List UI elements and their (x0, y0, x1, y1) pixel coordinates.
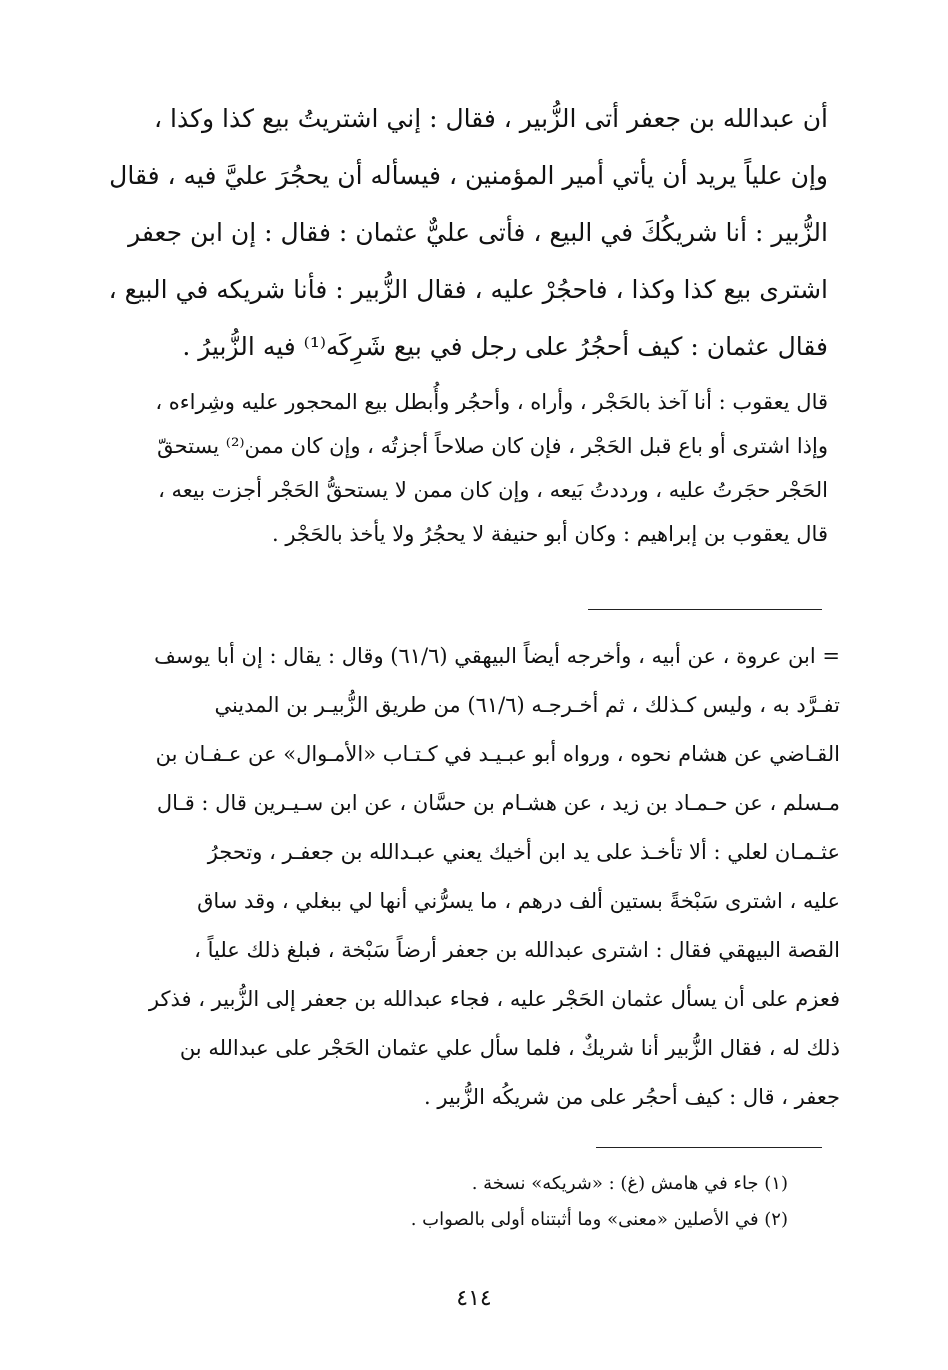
main-text (108, 90, 828, 375)
main-text-line: وإن علياً يريد أن يأتي أمير المؤمنين ، فيسأله أن يحجُرَ عليَّ فيه ، فقال (109, 161, 828, 190)
footnote-1: (١) جاء في هامش (غ) : «شريكه» نسخة . (471, 1173, 788, 1194)
commentary-line: عليه ، اشترى سَبْخةً بستين ألف درهم ، ما يسرُّني أنها لي ببغلي ، وقد ساق (197, 889, 840, 913)
main-text-line: اشترى بيع كذا وكذا ، فاحجُرْ عليه ، فقال الزُّبير : فأنا شريكه في البيع ، (108, 275, 828, 304)
footnote-separator-rule (596, 1147, 822, 1148)
yaqub-line: قال يعقوب بن إبراهيم : وكان أبو حنيفة لا يحجُرُ ولا يأخذ بالحَجْر . (271, 522, 828, 546)
commentary-line: ذلك له ، فقال الزُّبير أنا شريكٌ ، فلما سأل علي عثمان الحَجْر على عبدالله بن (179, 1036, 840, 1060)
commentary-line: تفـرَّد به ، وليس كـذلك ، ثم أخـرجـه (٦١/٦) من طريق الزُّبيـر بن المديني (214, 693, 840, 717)
commentary-line: فعزم على أن يسأل عثمان الحَجْر عليه ، فجاء عبدالله بن جعفر إلى الزُّبير ، فذكر (148, 987, 840, 1011)
main-text-line: أن عبدالله بن جعفر أتى الزُّبير ، فقال : إني اشتريتُ بيع كذا وكذا ، (154, 104, 828, 133)
separator-rule (588, 609, 822, 610)
yaqub-line: الحَجْر حجَرتُ عليه ، ورددتُ بَيعه ، وإن كان ممن لا يستحقُّ الحَجْر أجزت بيعه ، (158, 478, 828, 502)
main-text-line: فقال عثمان : كيف أحجُرُ على رجل في بيع شَرِكَه⁽¹⁾ فيه الزُّبيرُ . (182, 332, 828, 361)
yaqub-line: وإذا اشترى أو باع قبل الحَجْر ، فإن كان صلاحاً أجزتُه ، وإن كان ممن⁽²⁾ يستحقّ (157, 434, 828, 458)
commentary-line: = ابن عروة ، عن أبيه ، وأخرجه أيضاً البيهقي (٦١/٦) وقال : يقال : إن أبا يوسف (154, 644, 840, 668)
commentary-line: عثـمـان لعلي : ألا تأخـذ على يد ابن أخيك يعني عبـدالله بن جعفـر ، وتحجرُ (207, 840, 840, 864)
footnotes (108, 1166, 788, 1238)
main-text-line: الزُّبير : أنا شريكُكَ في البيع ، فأتى عليٌّ عثمان : فقال : إن ابن جعفر (128, 218, 828, 247)
commentary-notes (108, 632, 840, 1122)
commentary-line: القـاضي عن هشام نحوه ، ورواه أبو عبـيـد في كـتـاب «الأمـوال» عن عـفـان بن (155, 742, 840, 766)
commentary-line: مـسلم ، عن حـمـاد بن زيد ، عن هشـام بن حسَّان ، عن ابن سـيـرين قال : قـال (156, 791, 840, 815)
commentary-line: القصة البيهقي فقال : اشترى عبدالله بن جعفر أرضاً سَبْخة ، فبلغ ذلك علياً ، (194, 938, 840, 962)
yaqub-paragraph (108, 380, 828, 556)
footnote-2: (٢) في الأصلين «معنى» وما أثبتناه أولى بالصواب . (410, 1209, 788, 1230)
page-number: ٤١٤ (456, 1286, 492, 1311)
yaqub-line: قال يعقوب : أنا آخذ بالحَجْر ، وأراه ، وأحجُر وأُبطل بيع المحجور عليه وشِراءه ، (155, 390, 828, 414)
commentary-line: جعفر ، قال : كيف أحجُر على من شريكُه الزُّبير . (423, 1085, 840, 1109)
